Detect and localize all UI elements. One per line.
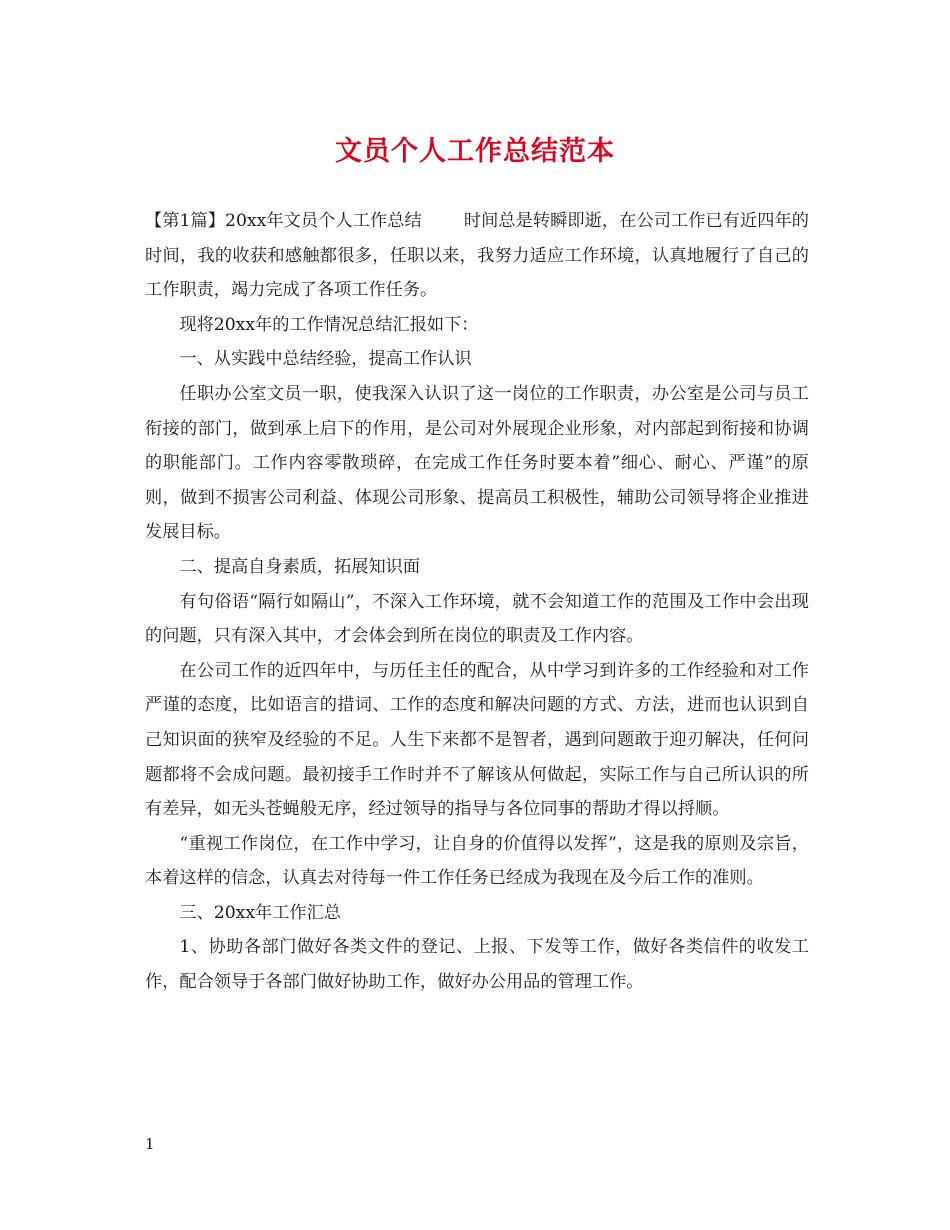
paragraph-intro bbox=[145, 204, 809, 308]
paragraph: 有句俗语“隔行如隔山”，不深入工作环境，就不会知道工作的范围及工作中会出现的问题，只有深入其中，才会体会到所在岗位的职责及工作内容。 bbox=[145, 591, 809, 647]
section-heading: 一、从实践中总结经验，提高工作认识 bbox=[179, 349, 472, 370]
section-heading: 三、20xx年工作汇总 bbox=[179, 902, 341, 923]
paragraph-text: 时间总是转瞬即逝，在公司工作已有近四年的时间，我的收获和感触都很多，任职以来，我努力适应工作环境，认真地履行了自己的工作职责，竭力完成了各项工作任务。 bbox=[145, 211, 809, 301]
section-heading: 二、提高自身素质，拓展知识面 bbox=[179, 556, 421, 577]
page-number: 1 bbox=[145, 1135, 155, 1153]
section-heading: 【第1篇】20xx年文员个人工作总结 bbox=[145, 211, 422, 231]
document-body bbox=[145, 204, 809, 1000]
paragraph: “重视工作岗位，在工作中学习，让自身的价值得以发挥”，这是我的原则及宗旨，本着这样的信念，认真去对待每一件工作任务已经成为我现在及今后工作的准则。 bbox=[145, 833, 809, 889]
paragraph: 1、协助各部门做好各类文件的登记、上报、下发等工作，做好各类信件的收发工作，配合领导于各部门做好协助工作，做好办公用品的管理工作。 bbox=[145, 937, 809, 993]
document-title: 文员个人工作总结范本 bbox=[335, 136, 615, 167]
paragraph: 现将20xx年的工作情况总结汇报如下： bbox=[179, 314, 479, 335]
paragraph: 任职办公室文员一职，使我深入认识了这一岗位的工作职责，办公室是公司与员工衔接的部门，做到承上启下的作用，是公司对外展现企业形象，对内部起到衔接和协调的职能部门。工作内容零散琐碎，在完成工作任务时要本着”细心、耐心、严谨”的原则，做到不损害公司利益、体现公司形象、提高员工积极性，辅助公司领导将企业推进发展目标。 bbox=[145, 383, 809, 543]
paragraph: 在公司工作的近四年中，与历任主任的配合，从中学习到许多的工作经验和对工作严谨的态度，比如语言的措词、工作的态度和解决问题的方式、方法，进而也认识到自己知识面的狭窄及经验的不足。人生下来都不是智者，遇到问题敢于迎刃解决，任何问题都将不会成问题。最初接手工作时并不了解该从何做起，实际工作与自己所认识的所有差异，如无头苍蝇般无序，经过领导的指导与各位同事的帮助才得以捋顺。 bbox=[145, 660, 809, 820]
